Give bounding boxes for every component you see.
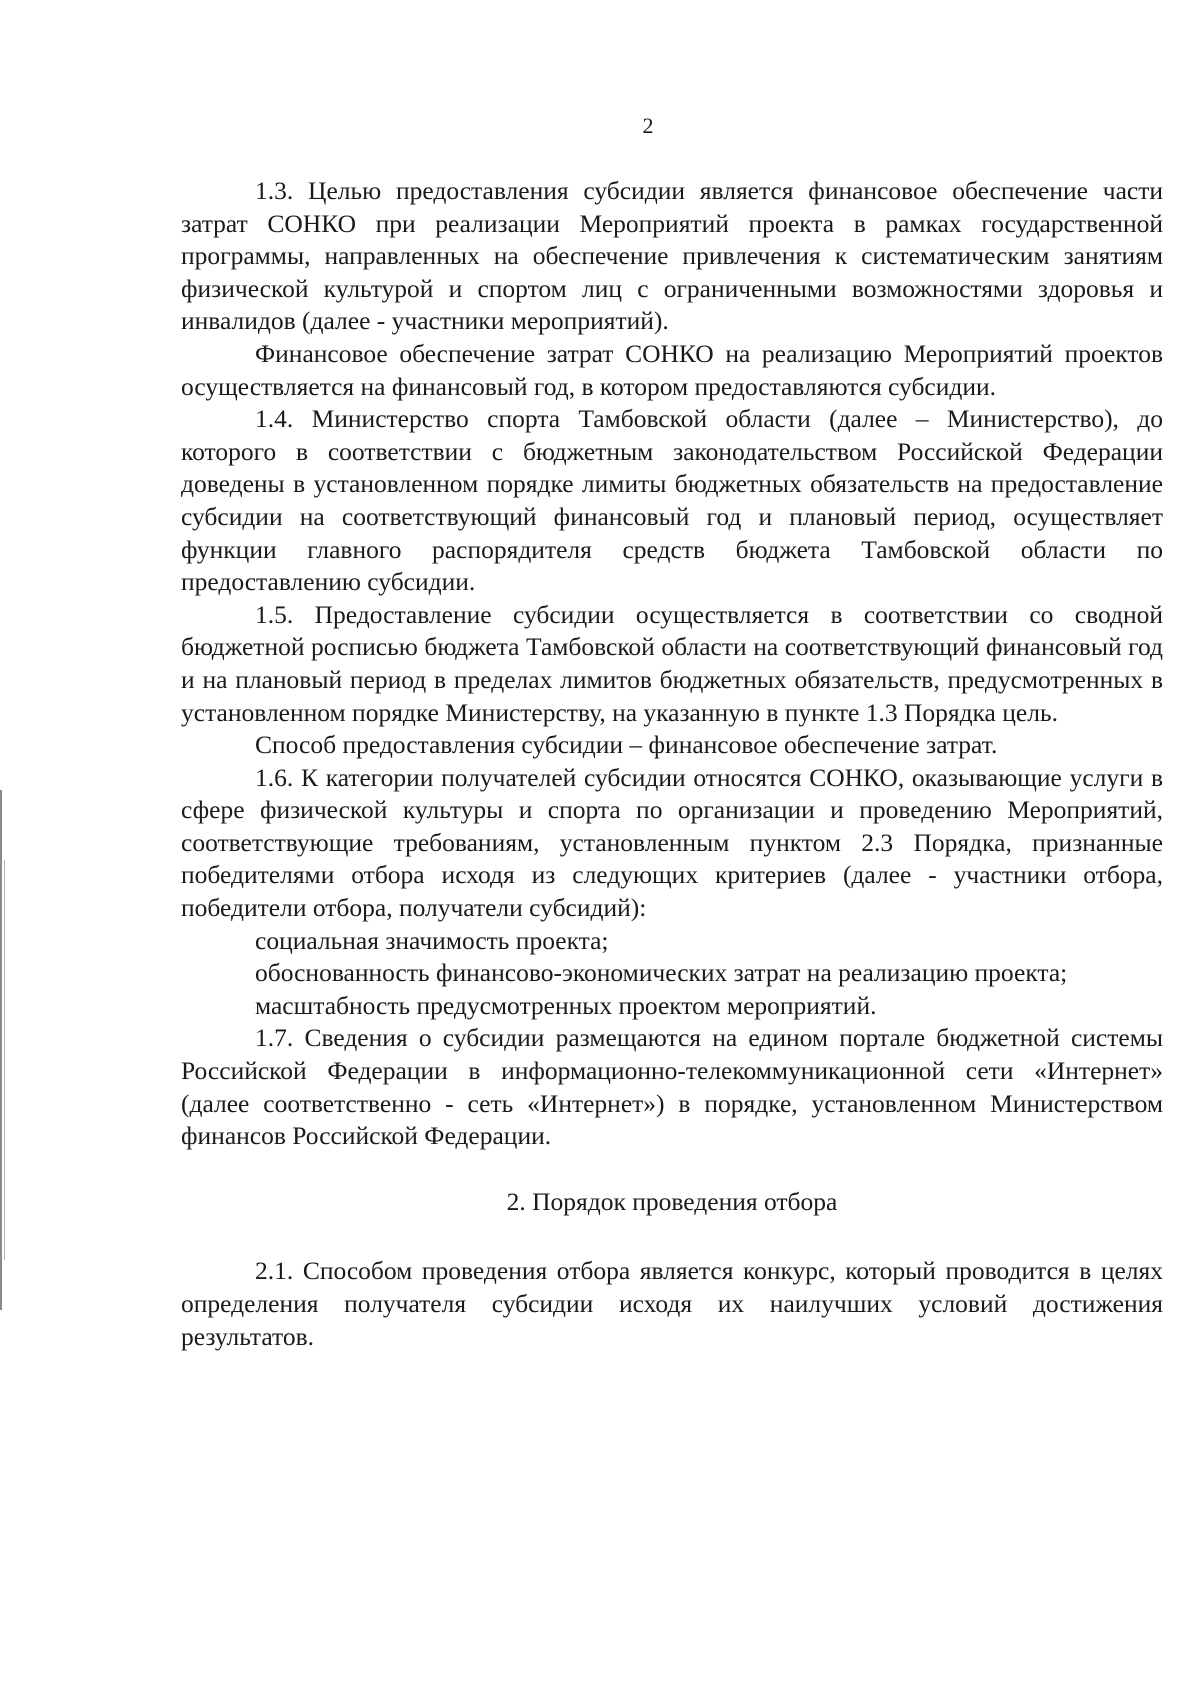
paragraph-1-7: 1.7. Сведения о субсидии размещаются на едином портале бюджетной системы Российской Федерации в информационно-телекоммуникационной сети «Интернет» (далее соответственно - сеть «Интернет») в порядке, установленном Министерством финансов Российской Федерации. — [181, 1023, 1163, 1151]
paragraph-1-6: 1.6. К категории получателей субсидии относятся СОНКО, оказывающие услуги в сфере физической культуры и спорта по организации и проведению Мероприятий, соответствующие требованиям, установленным пунктом 2.3 Порядка, признанные победителями отбора исходя из следующих критериев (далее - участники отбора, победители отбора, получатели субсидий): — [181, 762, 1163, 923]
document-body — [181, 175, 1163, 1353]
paragraph-financing: Финансовое обеспечение затрат СОНКО на реализацию Мероприятий проектов осуществляется на финансовый год, в котором предоставляются субсидии. — [181, 338, 1163, 401]
criterion-scale: масштабность предусмотренных проектом мероприятий. — [255, 990, 877, 1020]
paragraph-1-4: 1.4. Министерство спорта Тамбовской области (далее – Министерство), до которого в соответствии с бюджетным законодательством Российской Федерации доведены в установленном порядке лимиты бюджетных обязательств на предоставление субсидии на соответствующий финансовый год и плановый период, осуществляет функции главного распорядителя средств бюджета Тамбовской области по предоставлению субсидии. — [181, 404, 1163, 597]
paragraph-method: Способ предоставления субсидии – финансовое обеспечение затрат. — [255, 730, 998, 760]
section-heading: 2. Порядок проведения отбора — [506, 1186, 838, 1216]
paragraph-1-3: 1.3. Целью предоставления субсидии является финансовое обеспечение части затрат СОНКО при реализации Мероприятий проекта в рамках государственной программы, направленных на обеспечение привлечения к систематическим занятиям физической культурой и спортом лиц с ограниченными возможностями здоровья и инвалидов (далее - участники мероприятий). — [181, 176, 1163, 336]
page-number: 2 — [642, 113, 654, 138]
paragraph-2-1: 2.1. Способом проведения отбора является конкурс, который проводится в целях определения получателя субсидии исходя их наилучших условий достижения результатов. — [181, 1256, 1163, 1351]
scan-edge-mark — [0, 790, 2, 1310]
criterion-justification: обоснованность финансово-экономических затрат на реализацию проекта; — [255, 958, 1068, 988]
criterion-social-significance: социальная значимость проекта; — [255, 925, 609, 955]
paragraph-1-5: 1.5. Предоставление субсидии осуществляется в соответствии со сводной бюджетной росписью бюджета Тамбовской области на соответствующий финансовый год и на плановый период в пределах лимитов бюджетных обязательств, предусмотренных в установленном порядке Министерству, на указанную в пункте 1.3 Порядка цель. — [181, 599, 1163, 727]
scan-edge-mark — [4, 860, 5, 1260]
